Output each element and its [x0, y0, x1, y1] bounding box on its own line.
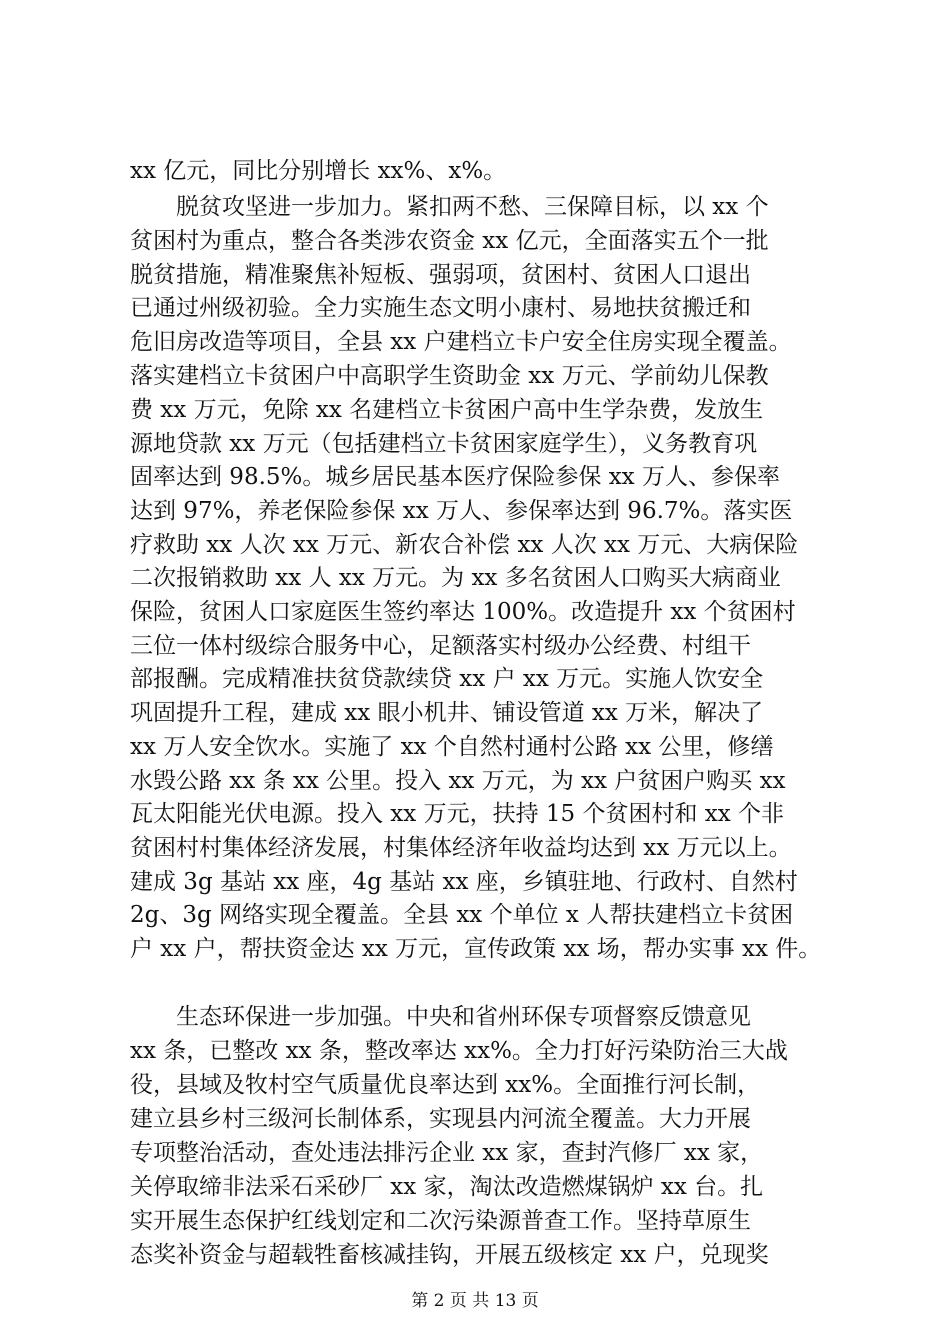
- text-line: 专项整治活动，查处违法排污企业 xx 家，查封汽修厂 xx 家，: [130, 1140, 764, 1166]
- text-line: 保险，贫困人口家庭医生签约率达 100%。改造提升 xx 个贫困村: [130, 599, 796, 625]
- text-line: 役，县域及牧村空气质量优良率达到 xx%。全面推行河长制，: [130, 1072, 761, 1098]
- text-line: 疗救助 xx 人次 xx 万元、新农合补偿 xx 人次 xx 万元、大病保险: [130, 532, 799, 558]
- text-line: 关停取缔非法采石采砂厂 xx 家，淘汰改造燃煤锅炉 xx 台。扎: [130, 1174, 764, 1200]
- text-line: 危旧房改造等项目，全县 xx 户建档立卡户安全住房实现全覆盖。: [130, 329, 792, 355]
- text-line: 脱贫措施，精准聚焦补短板、强弱项，贫困村、贫困人口退出: [130, 262, 751, 288]
- text-line: 建成 3g 基站 xx 座，4g 基站 xx 座，乡镇驻地、行政村、自然村: [130, 869, 798, 895]
- text-line: 贫困村村集体经济发展，村集体经济年收益均达到 xx 万元以上。: [130, 835, 792, 861]
- text-line: 三位一体村级综合服务中心，足额落实村级办公经费、村组干: [130, 633, 751, 659]
- text-line: 2g、3g 网络实现全覆盖。全县 xx 个单位 x 人帮扶建档立卡贫困: [130, 902, 794, 928]
- text-line: 费 xx 万元，免除 xx 名建档立卡贫困户高中生学杂费，发放生: [130, 397, 764, 423]
- text-line: 部报酬。完成精准扶贫贷款续贷 xx 户 xx 万元。实施人饮安全: [130, 666, 764, 692]
- page-footer: 第 2 页 共 13 页: [411, 1291, 539, 1311]
- text-line: 落实建档立卡贫困户中高职学生资助金 xx 万元、学前幼儿保教: [130, 363, 769, 389]
- text-line: 脱贫攻坚进一步加力。紧扣两不愁、三保障目标，以 xx 个: [130, 194, 769, 220]
- text-line: xx 亿元，同比分别增长 xx%、x%。: [130, 158, 507, 184]
- text-line: 户 xx 户，帮扶资金达 xx 万元，宣传政策 xx 场，帮办实事 xx 件。: [130, 936, 822, 962]
- text-line: 巩固提升工程，建成 xx 眼小机井、铺设管道 xx 万米，解决了: [130, 700, 764, 726]
- text-line: xx 条，已整改 xx 条，整改率达 xx%。全力打好污染防治三大战: [130, 1038, 788, 1064]
- text-line: 二次报销救助 xx 人 xx 万元。为 xx 多名贫困人口购买大病商业: [130, 565, 781, 591]
- text-line: 态奖补资金与超载牲畜核减挂钩，开展五级核定 xx 户，兑现奖: [130, 1242, 769, 1268]
- text-line: [130, 968, 850, 998]
- text-line: 固率达到 98.5%。城乡居民基本医疗保险参保 xx 万人、参保率: [130, 464, 780, 490]
- text-line: 已通过州级初验。全力实施生态文明小康村、易地扶贫搬迁和: [130, 295, 751, 321]
- text-line: 瓦太阳能光伏电源。投入 xx 万元，扶持 15 个贫困村和 xx 个非: [130, 801, 785, 827]
- text-line: 生态环保进一步加强。中央和省州环保专项督察反馈意见: [130, 1004, 751, 1030]
- text-line: 达到 97%，养老保险参保 xx 万人、参保率达到 96.7%。落实医: [130, 498, 793, 524]
- text-line: 水毁公路 xx 条 xx 公里。投入 xx 万元，为 xx 户贫困户购买 xx: [130, 768, 786, 794]
- text-line: xx 万人安全饮水。实施了 xx 个自然村通村公路 xx 公里，修缮: [130, 734, 774, 760]
- text-line: 源地贷款 xx 万元（包括建档立卡贫困家庭学生），义务教育巩: [130, 431, 758, 457]
- text-line: 建立县乡村三级河长制体系，实现县内河流全覆盖。大力开展: [130, 1106, 751, 1132]
- text-line: 贫困村为重点，整合各类涉农资金 xx 亿元，全面落实五个一批: [130, 228, 769, 254]
- text-line: 实开展生态保护红线划定和二次污染源普查工作。坚持草原生: [130, 1208, 751, 1234]
